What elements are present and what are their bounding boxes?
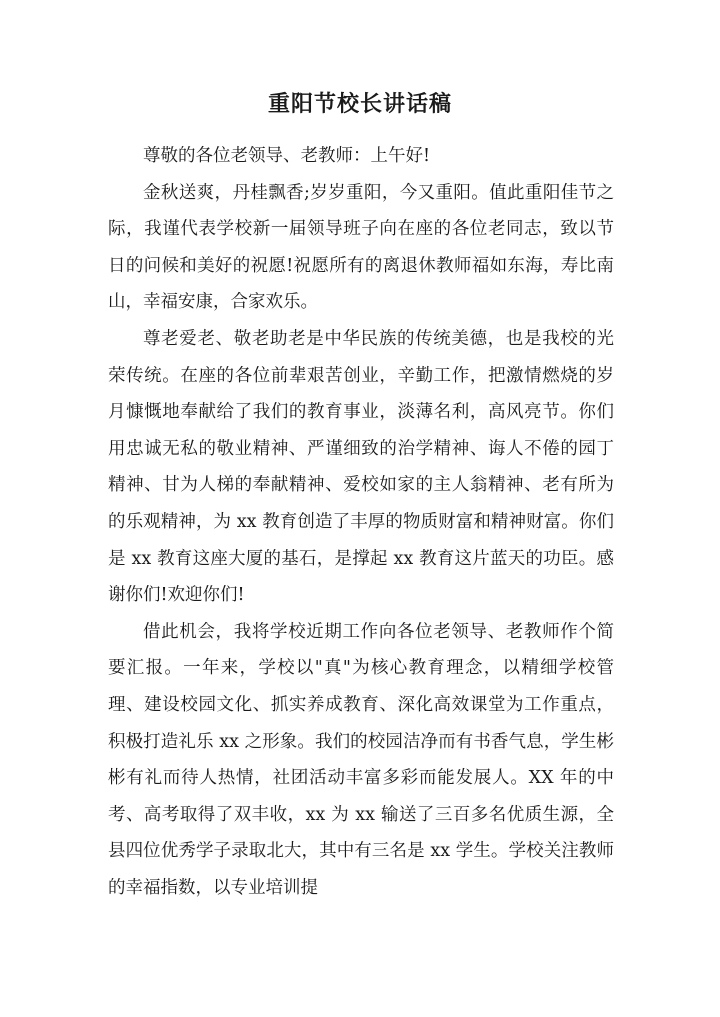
salutation: 尊敬的各位老领导、老教师：上午好! [143, 146, 431, 166]
paragraph-3: 借此机会，我将学校近期工作向各位老领导、老教师作个简要汇报。一年来，学校以"真"为核心教育理念，以精细学校管理、建设校园文化、抓实养成教育、深化高效课堂为工作重点，积极打造礼乐 xx 之形象。我们的校园洁净而有书香气息，学生彬彬有礼而待人热情，社团活动丰富多彩而能发展人。XX 年的中考、高考取得了双丰收，xx 为 xx 输送了三百多名优质生源，全县四位优秀学子录取北大，其中有三名是 xx 学生。学校关注教师的幸福指数，以专业培训提 [108, 621, 614, 898]
paragraph-2: 尊老爱老、敬老助老是中华民族的传统美德，也是我校的光荣传统。在座的各位前辈艰苦创业，辛勤工作，把激情燃烧的岁月慷慨地奉献给了我们的教育事业，淡薄名利，高风亮节。你们用忠诚无私的敬业精神、严谨细致的治学精神、诲人不倦的园丁精神、甘为人梯的奉献精神、爱校如家的主人翁精神、老有所为的乐观精神，为 xx 教育创造了丰厚的物质财富和精神财富。你们是 xx 教育这座大厦的基石，是撑起 xx 教育这片蓝天的功臣。感谢你们!欢迎你们! [108, 328, 614, 606]
document-body [108, 138, 614, 906]
document-title: 重阳节校长讲话稿 [267, 92, 452, 117]
paragraph-1: 金秋送爽，丹桂飘香;岁岁重阳，今又重阳。值此重阳佳节之际，我谨代表学校新一届领导班子向在座的各位老同志，致以节日的问候和美好的祝愿!祝愿所有的离退休教师福如东海，寿比南山，幸福安康，合家欢乐。 [108, 182, 614, 313]
